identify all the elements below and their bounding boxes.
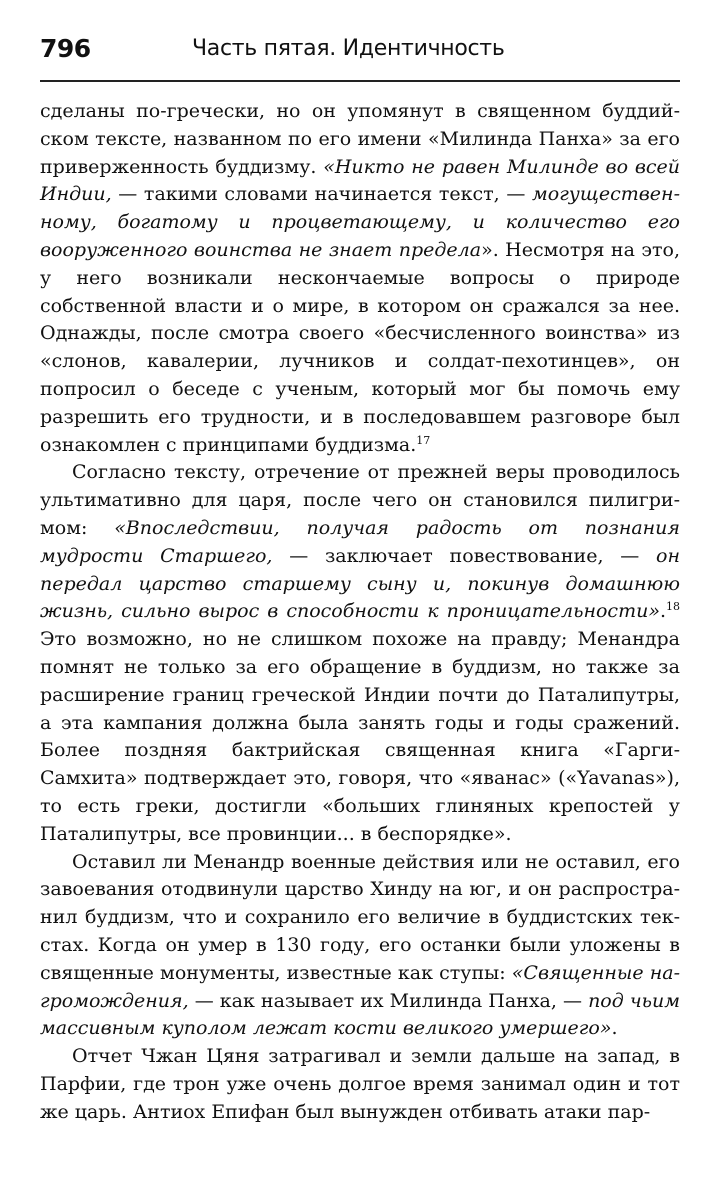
quote-italic: он передал царство старшему сыну и, покинув домашнюю жизнь, сильно вырос в способности к проницательности» <box>40 544 680 623</box>
quote-italic: «Священные нагромождения, <box>40 961 680 1012</box>
text-run: — такими словами начинается текст, — <box>111 183 533 206</box>
text-run: Согласно тексту, отречение от прежней веры проводилось ультимативно для царя, после чего он становился пилигримом: <box>40 461 680 539</box>
text-run: Отчет Чжан Цяня затрагивал и земли дальше на запад, в Парфии, где трон уже очень долгое время занимал один и тот же царь. Антиох Епифан был вынужден отбивать атаки пар- <box>40 1045 680 1123</box>
text-run: — заключает повествование, — <box>272 544 657 567</box>
running-title: Часть пятая. Идентичность <box>192 36 505 61</box>
text-run: сделаны по-гречески, но он упомянут в священном буддийском тексте, названном по его имени «Милинда Панха» за его приверженность буддизму. <box>40 100 680 178</box>
footnote-ref-18: 18 <box>666 600 680 614</box>
text-run: — как называет их Милинда Панха, — <box>188 989 589 1012</box>
paragraph-3 <box>40 849 680 1044</box>
page-number: 796 <box>40 34 91 63</box>
text-run: . <box>659 600 666 623</box>
paragraph-4 <box>40 1043 680 1126</box>
text-run: . <box>611 1017 618 1040</box>
paragraph-1 <box>40 98 680 459</box>
quote-italic: под чьим массивным куполом лежат кости великого умершего» <box>40 989 680 1040</box>
quote-italic: могущественному, богатому и процветающему, и количество его вооруженного воинства не знает предела <box>40 183 680 261</box>
quote-italic: «Никто не равен Милинде во всей Индии, <box>40 155 680 206</box>
text-run: Это возможно, но не слишком похоже на правду; Менандра помнят не только за его обращение в буддизм, но также за расширение границ греческой Индии почти до Паталипутры, а эта кампания должна была занять годы и годы сражений. Более поздняя бактрийская священная книга «Гарги-Самхита» подтверждает это, говоря, что «яванас» («Yavanas»), то есть греки, достигли «больших глиняных крепостей у Паталипутры, все провинции... в беспорядке». <box>40 628 680 845</box>
header-rule <box>40 80 680 82</box>
page-header <box>40 30 680 74</box>
text-run: ». Несмотря на это, у него возникали нескончаемые вопросы о природе собственной власти и о мире, в котором он сражался за нее. Однажды, после смотра своего «бесчисленного воинства» из «слонов, кавалерии, лучников и солдат-пехотинцев», он попросил о беседе с ученым, который мог бы помочь ему разрешить его трудности, и в последовавшем разговоре был ознакомлен с принципами буддизма. <box>40 238 680 456</box>
paragraph-2 <box>40 459 680 848</box>
text-run: Оставил ли Менандр военные действия или не оставил, его завоевания отодвинули царство Хинду на юг, и он распространил буддизм, что и сохранило его величие в буддистских текстах. Когда он умер в 130 году, его останки были уложены в священные монументы, известные как ступы: <box>40 850 680 984</box>
footnote-ref-17: 17 <box>416 433 431 447</box>
quote-italic: «Впоследствии, получая радость от познания мудрости Старшего, <box>40 516 681 567</box>
body-text <box>40 98 680 1126</box>
